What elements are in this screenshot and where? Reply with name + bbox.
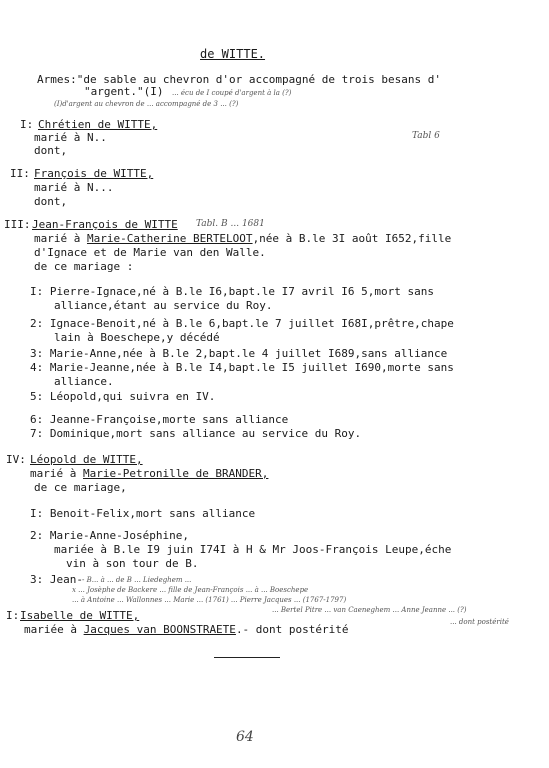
gen4-line-2: de ce mariage,: [34, 481, 127, 494]
gen2-line-1: marié à N...: [34, 181, 114, 194]
gen3-child-4-cont: alliance.: [54, 375, 114, 388]
gen4-marie-prefix: marié à: [30, 467, 83, 480]
gen4-jean-note-3: ... à Antoine ... Wallonnes ... Marie ... (1761) ... Pierre Jacques ... (1767-1797): [72, 596, 347, 604]
gen3-spouse: Marie-Catherine BERTELOOT: [86, 232, 253, 245]
gen3-child-6: 6: Jeanne-Françoise,morte sans alliance: [30, 413, 289, 426]
gen3-marriage-line: [34, 233, 451, 245]
document-title: de WITTE.: [200, 47, 266, 61]
gen3-handwritten-note: Tabl. B ... 1681: [196, 219, 265, 229]
gen4-child-1: I: Benoit-Felix,mort sans alliance: [30, 507, 256, 520]
gen4-child-2-cont-1: mariée à B.le I9 juin I74I à H & Mr Joos-François Leupe,éche: [54, 543, 452, 556]
gen1-handwritten-note: Tabl 6: [412, 131, 440, 141]
gen4-jean-note-2: x ... Josèphe de Backere ... fille de Jean-François ... à ... Boeschepe: [72, 586, 309, 594]
gen2-numeral: II:: [10, 167, 30, 180]
gen5-line2-prefix: mariée à: [24, 623, 84, 636]
gen5-name: Isabelle de WITTE,: [20, 609, 140, 622]
gen1-numeral: I:: [20, 118, 34, 131]
gen3-child-2: 2: Ignace-Benoit,né à B.le 6,bapt.le 7 juillet I68I,prêtre,chape: [30, 317, 454, 330]
gen4-child-3: 3: Jean-: [30, 573, 83, 586]
gen2-name: François de WITTE,: [34, 167, 154, 180]
gen5-line2-rest: .- dont postérité: [235, 623, 349, 636]
armes-handwritten-note-2: (I)d'argent au chevron de ... accompagné de 3 ... (?): [54, 100, 239, 108]
gen3-marie-rest: ,née à B.le 3I août I652,fille: [252, 232, 452, 245]
gen3-child-5: 5: Léopold,qui suivra en IV.: [30, 390, 216, 403]
gen5-spouse: Jacques van BOONSTRAETE: [83, 623, 236, 636]
gen4-jean-note-1: - B... à ... de B ... Liedeghem ...: [82, 576, 192, 584]
gen3-child-1: I: Pierre-Ignace,né à B.le I6,bapt.le I7 avril I6 5,mort sans: [30, 285, 434, 298]
gen4-name: Léopold de WITTE,: [30, 453, 143, 466]
gen3-marie-prefix: marié à: [34, 232, 87, 245]
gen4-marriage-line: [30, 468, 268, 480]
gen3-numeral: III:: [4, 218, 31, 231]
gen4-jean-note-5: ... dont postérité: [450, 618, 509, 626]
page-number: 64: [236, 729, 254, 745]
gen4-spouse: Marie-Petronille de BRANDER,: [82, 467, 269, 480]
gen5-numeral: I:: [6, 609, 20, 622]
gen4-child-2-cont-2: vin à son tour de B.: [66, 557, 199, 570]
gen3-line-3: de ce mariage :: [34, 260, 134, 273]
gen1-name: Chrétien de WITTE,: [38, 118, 158, 131]
gen4-child-2: 2: Marie-Anne-Joséphine,: [30, 529, 189, 542]
gen3-child-2-cont: lain à Boeschepe,y décédé: [54, 331, 220, 344]
gen4-numeral: IV:: [6, 453, 26, 466]
closing-rule: [214, 657, 280, 658]
armes-line-1: Armes:"de sable au chevron d'or accompagné de trois besans d': [37, 73, 441, 86]
gen3-name: Jean-François de WITTE: [32, 218, 178, 231]
gen3-line-2: d'Ignace et de Marie van den Walle.: [34, 246, 266, 259]
gen3-child-7: 7: Dominique,mort sans alliance au service du Roy.: [30, 427, 362, 440]
gen1-line-2: dont,: [34, 144, 68, 157]
gen3-child-4: 4: Marie-Jeanne,née à B.le I4,bapt.le I5 juillet I690,morte sans: [30, 361, 454, 374]
armes-line-2: "argent."(I): [84, 85, 164, 98]
gen1-line-1: marié à N..: [34, 131, 107, 144]
gen3-child-1-cont: alliance,étant au service du Roy.: [54, 299, 273, 312]
armes-handwritten-note-1: ... écu de I coupé d'argent à la (?): [172, 89, 292, 97]
gen4-jean-note-4: ... Bertel Pitre ... van Caeneghem ... Anne Jeanne ... (?): [272, 606, 467, 614]
gen3-child-3: 3: Marie-Anne,née à B.le 2,bapt.le 4 juillet I689,sans alliance: [30, 347, 448, 360]
gen5-marriage-line: [24, 624, 349, 636]
gen2-line-2: dont,: [34, 195, 68, 208]
